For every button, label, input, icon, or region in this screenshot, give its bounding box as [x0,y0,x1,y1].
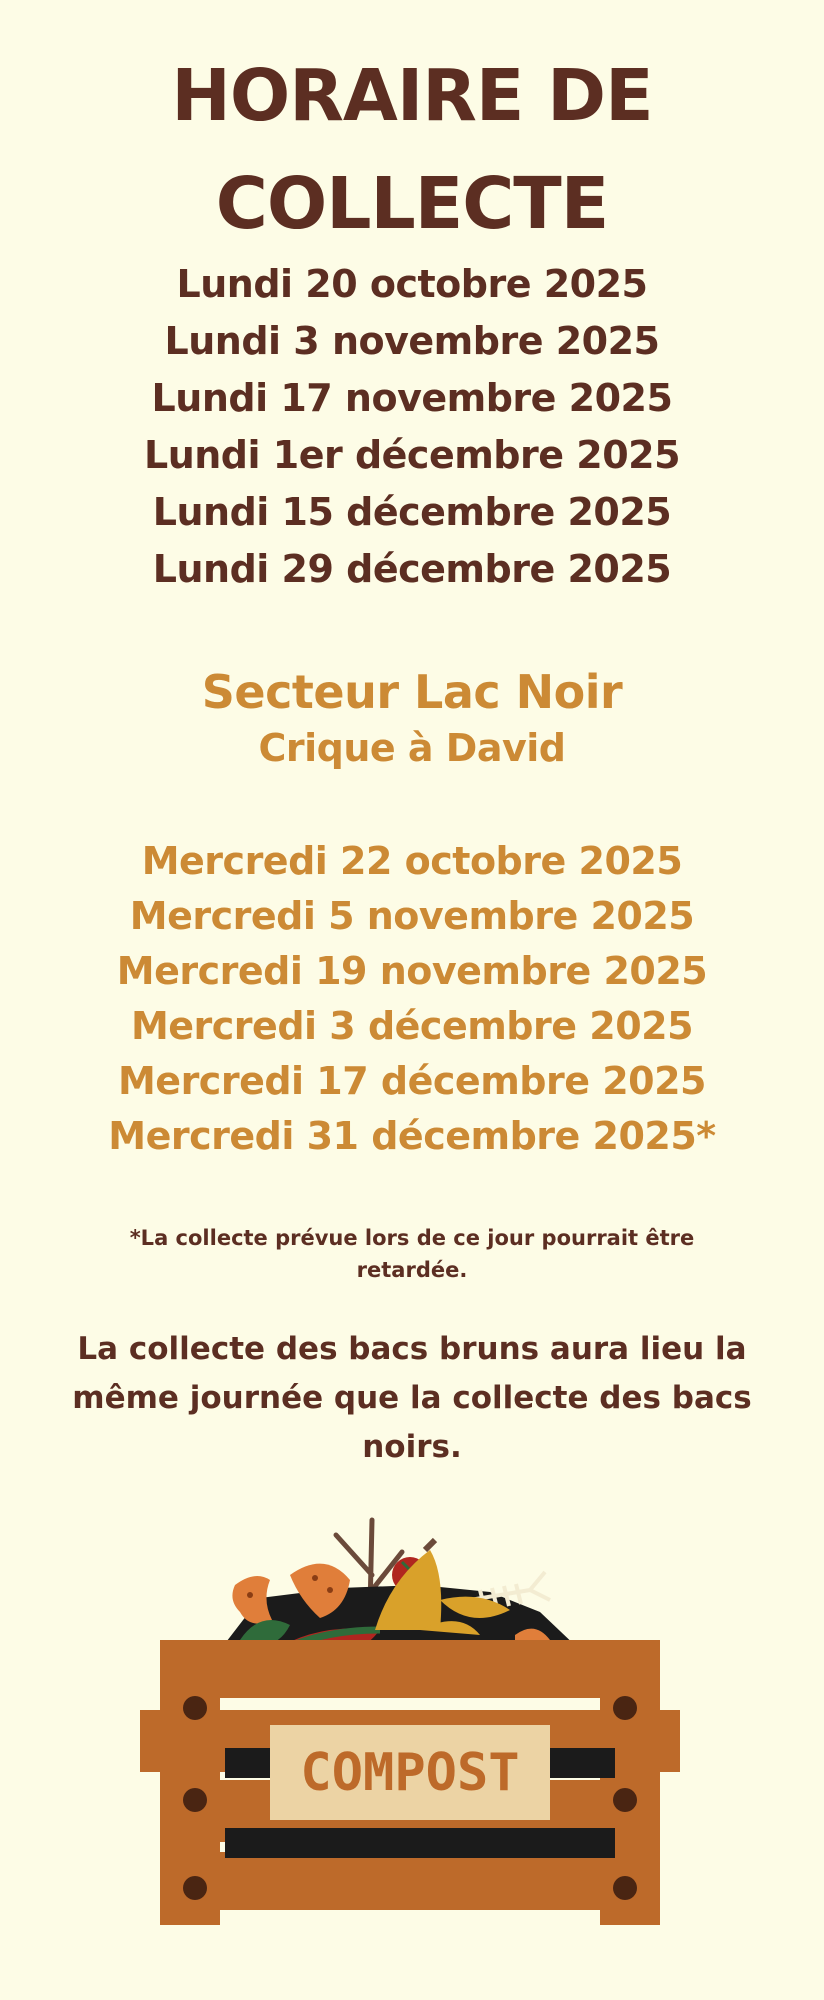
sector-subtitle: Crique à David [258,726,566,770]
schedule-date: Lundi 1er décembre 2025 [143,433,681,477]
schedule-date: Mercredi 5 novembre 2025 [129,894,695,938]
schedule-date: Lundi 17 novembre 2025 [151,376,673,420]
schedule-date: Mercredi 22 octobre 2025 [141,839,683,883]
schedule-date: Mercredi 19 novembre 2025 [116,949,708,993]
page-title [0,42,824,258]
compost-crate-illustration [140,1480,680,1980]
schedule-date: Mercredi 17 décembre 2025 [117,1059,706,1103]
title-line-2: COLLECTE [215,162,609,245]
title-line-1: HORAIRE DE [171,54,653,137]
schedule-date: Mercredi 3 décembre 2025 [130,1004,694,1048]
schedule-date: Lundi 15 décembre 2025 [152,490,672,534]
crate-label-text: COMPOST [300,1743,520,1803]
schedule-date: Mercredi 31 décembre 2025* [108,1114,716,1158]
schedule-list-2 [0,834,824,1164]
schedule-list-1 [0,256,824,598]
schedule-date: Lundi 29 décembre 2025 [152,547,672,591]
info-text: La collecte des bacs bruns aura lieu la même journée que la collecte des bacs noirs. [72,1331,752,1465]
schedule-date: Lundi 3 novembre 2025 [164,319,660,363]
footnote: *La collecte prévue lors de ce jour pourrait être retardée. [129,1226,695,1282]
schedule-date: Lundi 20 octobre 2025 [176,262,648,306]
sector-title: Secteur Lac Noir [201,665,623,719]
